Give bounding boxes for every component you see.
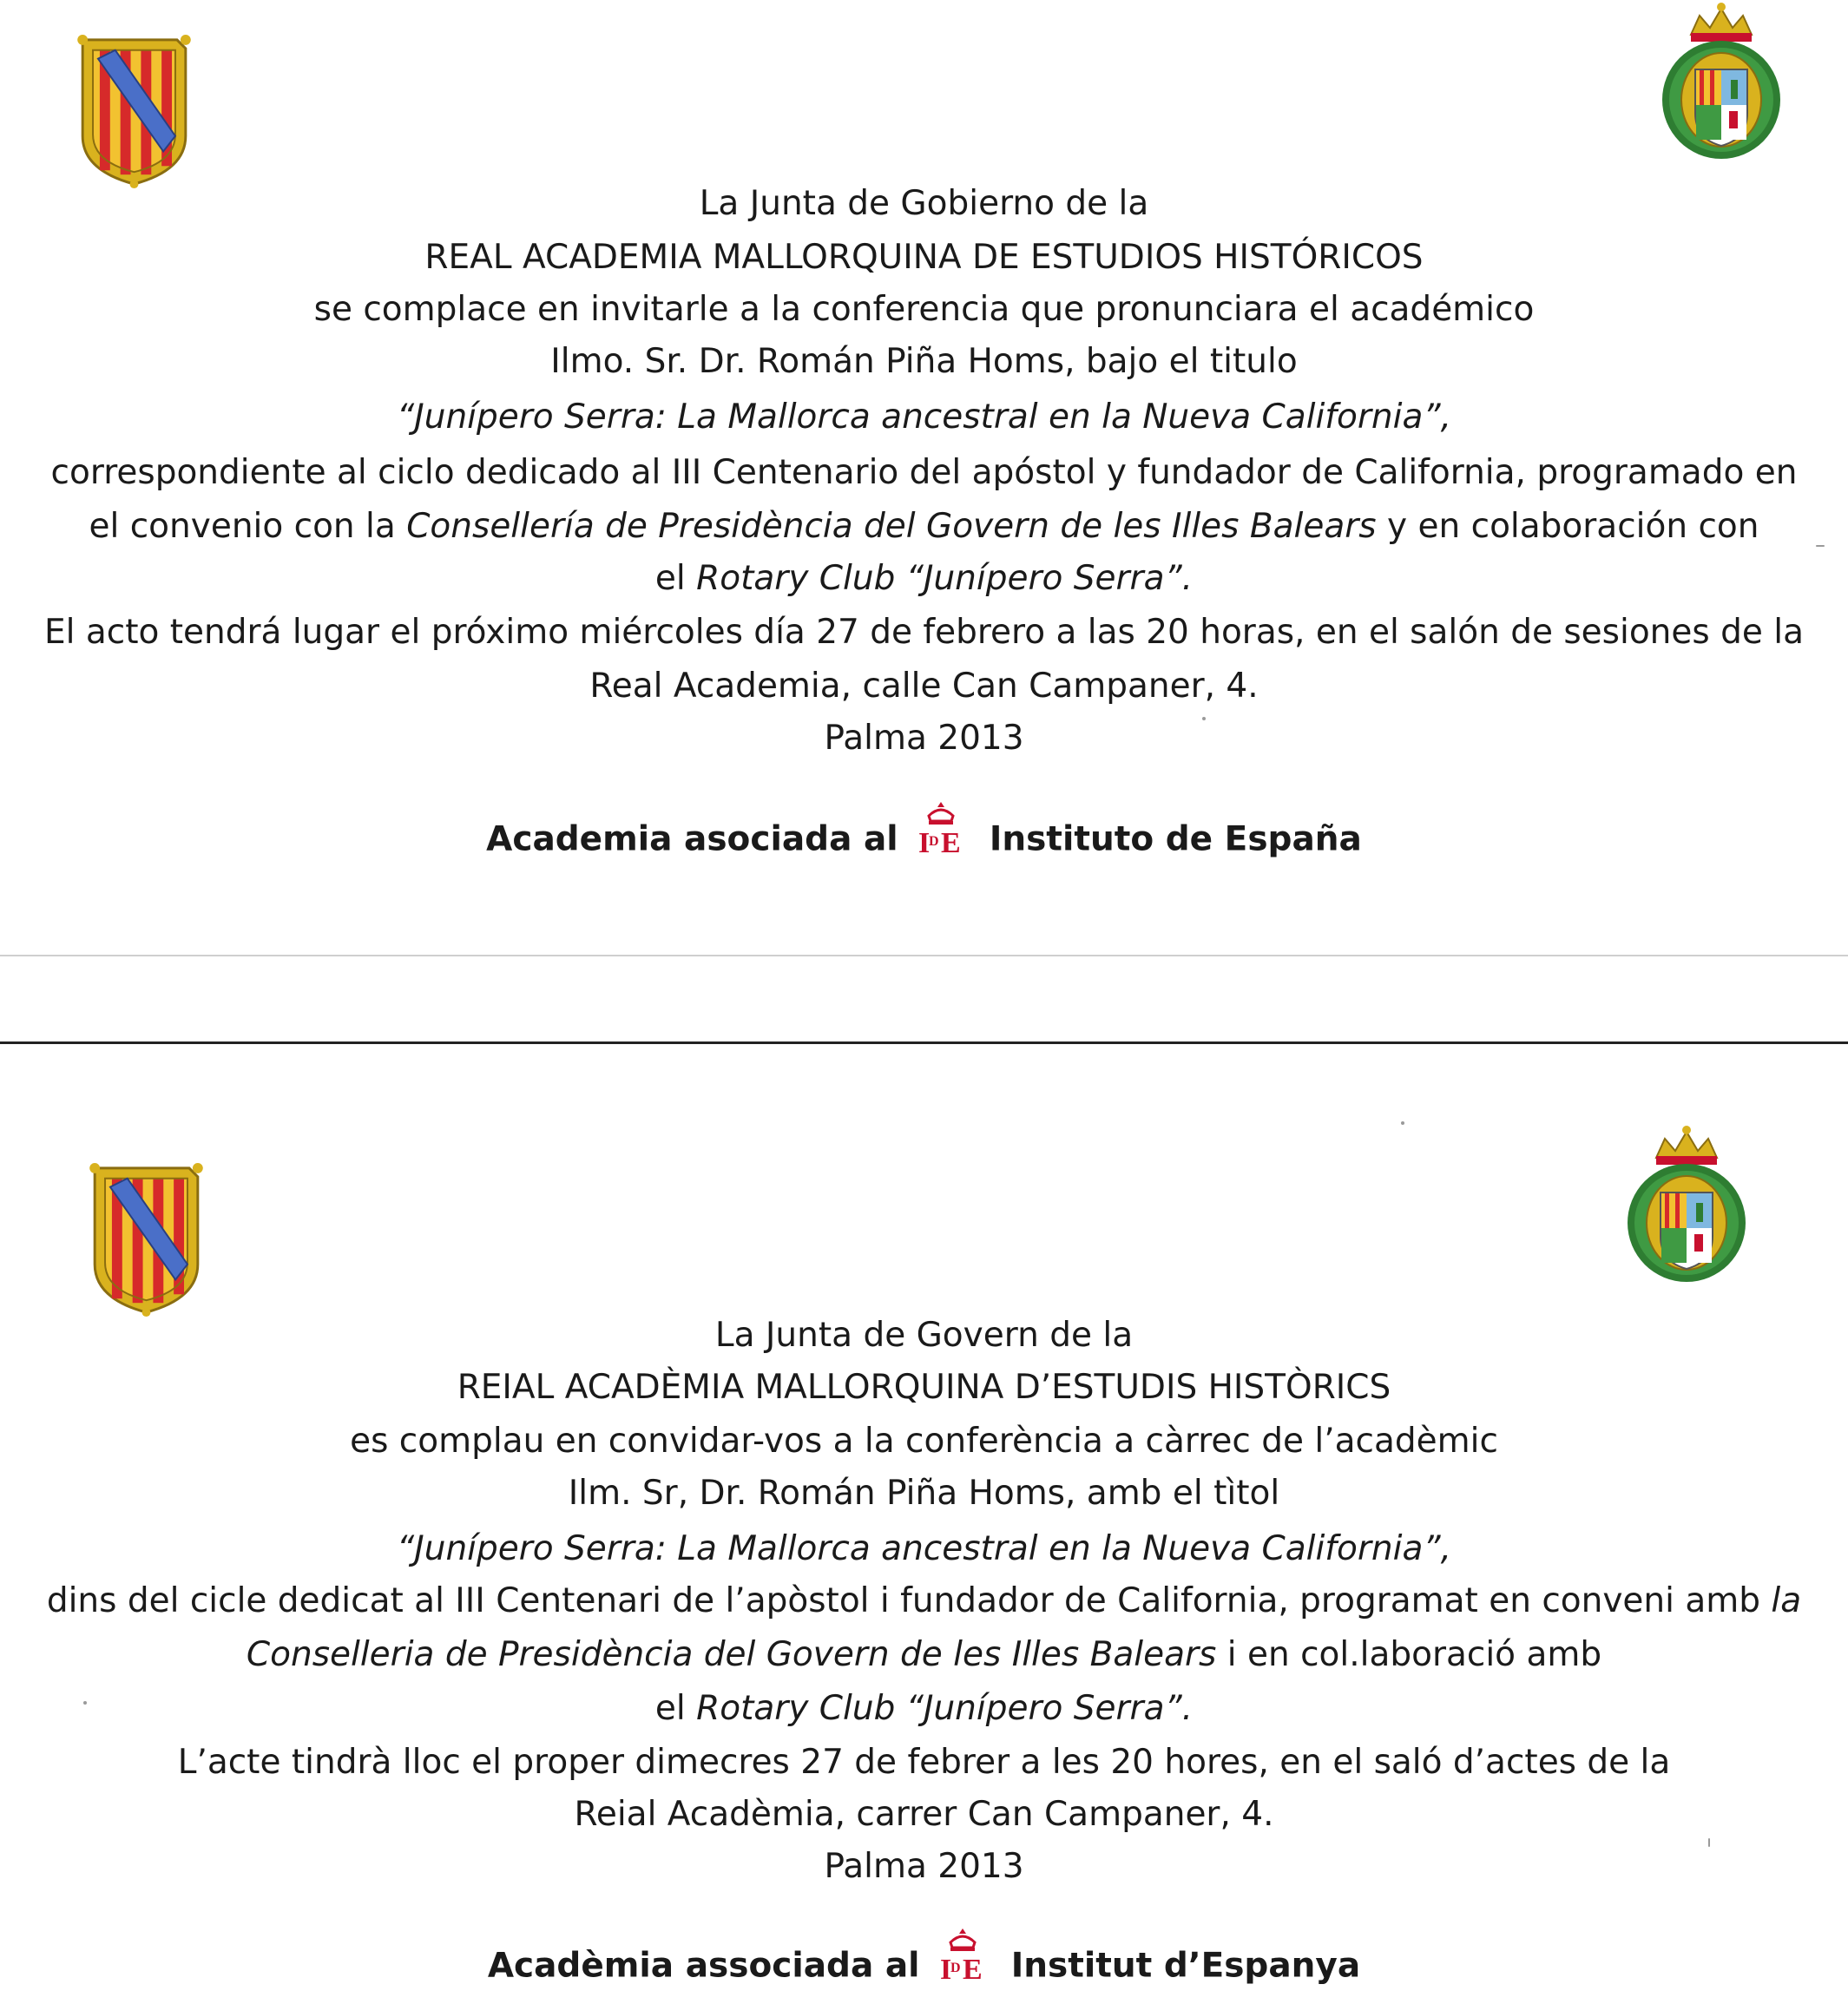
academy-crest-icon bbox=[1656, 0, 1786, 165]
governing-board-line: La Junta de Govern de la bbox=[714, 1316, 1134, 1355]
venue-line: Real Academia, calle Can Campaner, 4. bbox=[589, 667, 1259, 706]
governing-board-line: La Junta de Gobierno de la bbox=[699, 184, 1149, 223]
rotary-line: el Rotary Club “Junípero Serra”. bbox=[654, 559, 1194, 598]
scan-speck bbox=[83, 1701, 87, 1705]
academy-name: REIAL ACADÈMIA MALLORQUINA D’ESTUDIS HISTÒRICS bbox=[457, 1368, 1391, 1407]
cycle-line: correspondiente al ciclo dedicado al III Centenario del apóstol y fundador de California, programado en bbox=[50, 453, 1798, 492]
balearic-coat-of-arms-icon bbox=[83, 1161, 209, 1317]
association-line: Academia asociada al Instituto de España bbox=[0, 814, 1848, 868]
academy-crest-icon bbox=[1621, 1123, 1752, 1288]
speaker-line: Ilm. Sr, Dr. Román Piña Homs, amb el tìtol bbox=[568, 1474, 1280, 1513]
place-date-line: Palma 2013 bbox=[824, 719, 1024, 758]
instituto-de-espana-logo-icon bbox=[918, 802, 972, 856]
lecture-title: “Junípero Serra: La Mallorca ancestral en la Nueva California”, bbox=[397, 1529, 1451, 1568]
scan-speck bbox=[1202, 717, 1206, 720]
invitation-line: se complace en invitarle a la conferencia que pronunciara el académico bbox=[313, 290, 1535, 329]
balearic-coat-of-arms-icon bbox=[71, 33, 197, 189]
cycle-line: dins del cicle dedicat al III Centenari de l’apòstol i fundador de California, programat en conveni amb la bbox=[46, 1581, 1802, 1620]
lecture-title: “Junípero Serra: La Mallorca ancestral en la Nueva California”, bbox=[397, 398, 1451, 437]
scan-speck bbox=[1816, 545, 1825, 547]
scan-speck bbox=[1708, 1838, 1710, 1847]
association-line: Acadèmia associada al Institut d’Espanya bbox=[0, 1941, 1848, 1994]
event-details-line: L’acte tindrà lloc el proper dimecres 27 de febrer a les 20 hores, en el saló d’actes de la bbox=[177, 1743, 1671, 1782]
academy-name: REAL ACADEMIA MALLORQUINA DE ESTUDIOS HISTÓRICOS bbox=[424, 238, 1424, 277]
speaker-line: Ilmo. Sr. Dr. Román Piña Homs, bajo el titulo bbox=[550, 342, 1298, 381]
agreement-line: Conselleria de Presidència del Govern de les Illes Balears i en col.laboració amb bbox=[246, 1635, 1602, 1674]
scan-speck bbox=[1401, 1121, 1404, 1125]
card-separator bbox=[0, 955, 1848, 956]
event-details-line: El acto tendrá lugar el próximo miércoles día 27 de febrero a las 20 horas, en el salón de sesiones de la bbox=[43, 613, 1804, 652]
invitation-line: es complau en convidar-vos a la conferència a càrrec de l’acadèmic bbox=[350, 1422, 1498, 1461]
agreement-line: el convenio con la Consellería de Presidència del Govern de les Illes Balears y en colaboración con bbox=[89, 507, 1759, 546]
institut-d-espanya-logo-icon bbox=[940, 1928, 994, 1982]
invitation-card-spanish bbox=[0, 0, 1848, 955]
venue-line: Reial Acadèmia, carrer Can Campaner, 4. bbox=[574, 1795, 1274, 1834]
invitation-card-catalan bbox=[0, 1041, 1848, 2004]
rotary-line: el Rotary Club “Junípero Serra”. bbox=[654, 1689, 1194, 1728]
place-date-line: Palma 2013 bbox=[824, 1847, 1024, 1886]
